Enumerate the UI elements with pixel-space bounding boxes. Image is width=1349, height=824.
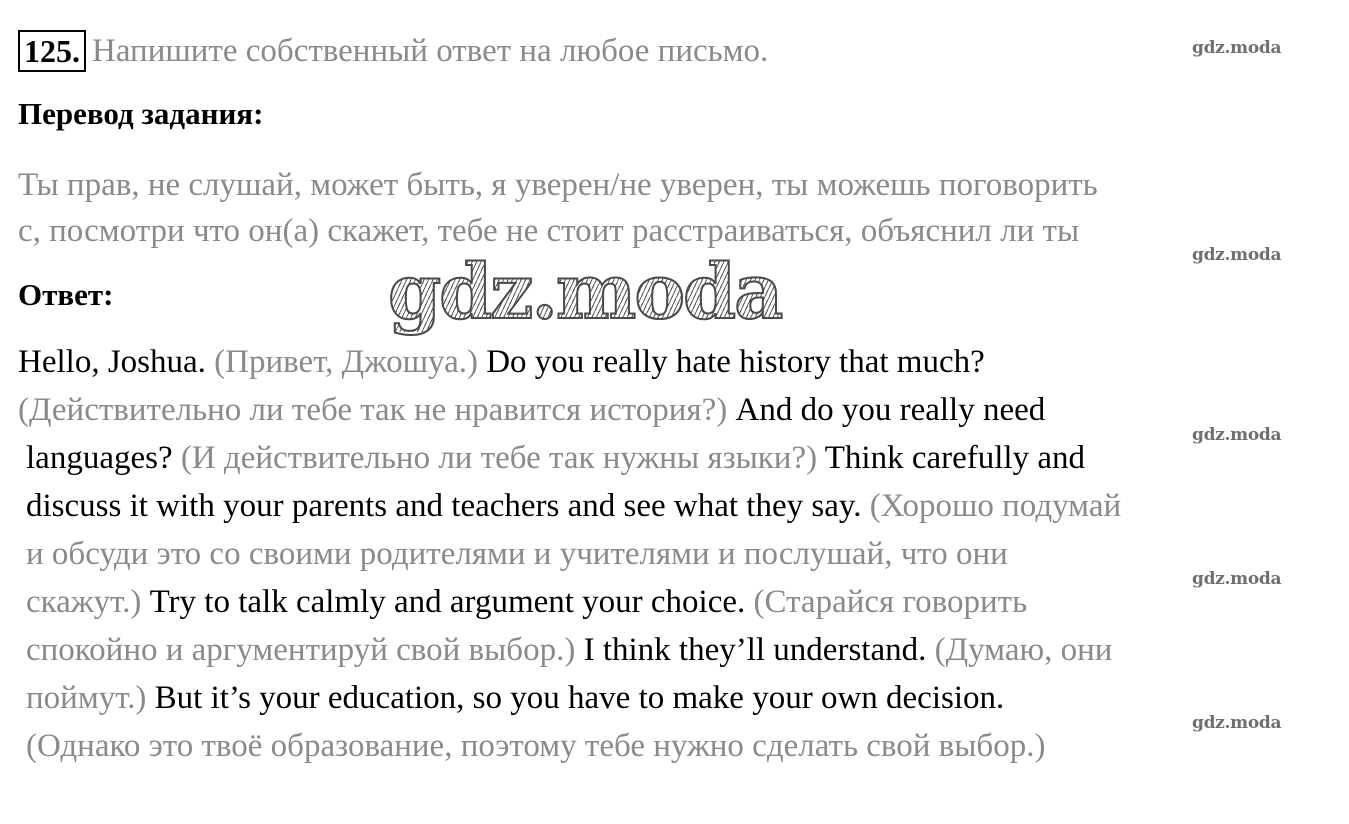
answer-segment: Hello, Joshua. bbox=[18, 344, 215, 380]
watermark-text: gdz.moda bbox=[1192, 569, 1282, 589]
answer-line bbox=[18, 386, 1338, 434]
answer-line bbox=[18, 482, 1338, 530]
translation-line: с, посмотри что он(а) скажет, тебе не стоит расстраиваться, объяснил ли ты bbox=[18, 213, 1080, 249]
task-header bbox=[18, 28, 768, 74]
answer-segment: languages? bbox=[26, 440, 181, 476]
answer-segment: discuss it with your parents and teachers and see what they say. bbox=[26, 488, 870, 524]
answer-line bbox=[18, 626, 1338, 674]
translation-line: Ты прав, не слушай, может быть, я уверен/не уверен, ты можешь поговорить bbox=[18, 167, 1098, 203]
answer-segment: (Однако это твоё образование, поэтому тебе нужно сделать свой выбор.) bbox=[26, 728, 1046, 764]
watermark-text: gdz.moda bbox=[1192, 713, 1282, 733]
task-text: Напишите собственный ответ на любое письмо. bbox=[92, 32, 769, 69]
answer-segment: и обсуди это со своими родителями и учителями и послушай, что они bbox=[26, 536, 1008, 572]
answer-line bbox=[18, 530, 1338, 578]
answer-line bbox=[18, 434, 1338, 482]
answer-segment: (Старайся говорить bbox=[753, 584, 1028, 620]
watermark-text: gdz.moda bbox=[1192, 245, 1282, 265]
translation-block bbox=[18, 162, 1318, 254]
answer-segment: But it’s your education, so you have to make your own decision. bbox=[154, 680, 1005, 716]
answer-segment: (Привет, Джошуа.) bbox=[214, 344, 487, 380]
task-number: 125. bbox=[18, 30, 86, 72]
answer-block bbox=[18, 338, 1338, 770]
translation-heading: Перевод задания: bbox=[18, 96, 264, 131]
answer-segment: (Думаю, они bbox=[934, 632, 1113, 668]
answer-segment: скажут.) bbox=[26, 584, 150, 620]
answer-line bbox=[18, 722, 1338, 770]
watermark-text: gdz.moda bbox=[1192, 38, 1282, 58]
answer-segment: поймут.) bbox=[26, 680, 155, 716]
answer-line bbox=[18, 338, 1338, 386]
answer-line bbox=[18, 674, 1338, 722]
answer-heading: Ответ: bbox=[18, 277, 114, 312]
watermark-text: gdz.moda bbox=[1192, 425, 1282, 445]
answer-line bbox=[18, 578, 1338, 626]
answer-segment: Try to talk calmly and argument your choice. bbox=[149, 584, 754, 620]
answer-segment: And do you really need bbox=[735, 392, 1046, 428]
answer-segment: (И действительно ли тебе так нужны языки?) bbox=[180, 440, 825, 476]
answer-segment: Do you really hate history that much? bbox=[486, 344, 985, 380]
answer-segment: спокойно и аргументируй свой выбор.) bbox=[26, 632, 584, 668]
answer-segment: (Действительно ли тебе так не нравится история?) bbox=[18, 392, 736, 428]
answer-segment: Think carefully and bbox=[824, 440, 1085, 476]
watermark-logo: gdz.moda bbox=[388, 247, 782, 336]
answer-segment: (Хорошо подумай bbox=[869, 488, 1122, 524]
answer-segment: I think they’ll understand. bbox=[583, 632, 935, 668]
